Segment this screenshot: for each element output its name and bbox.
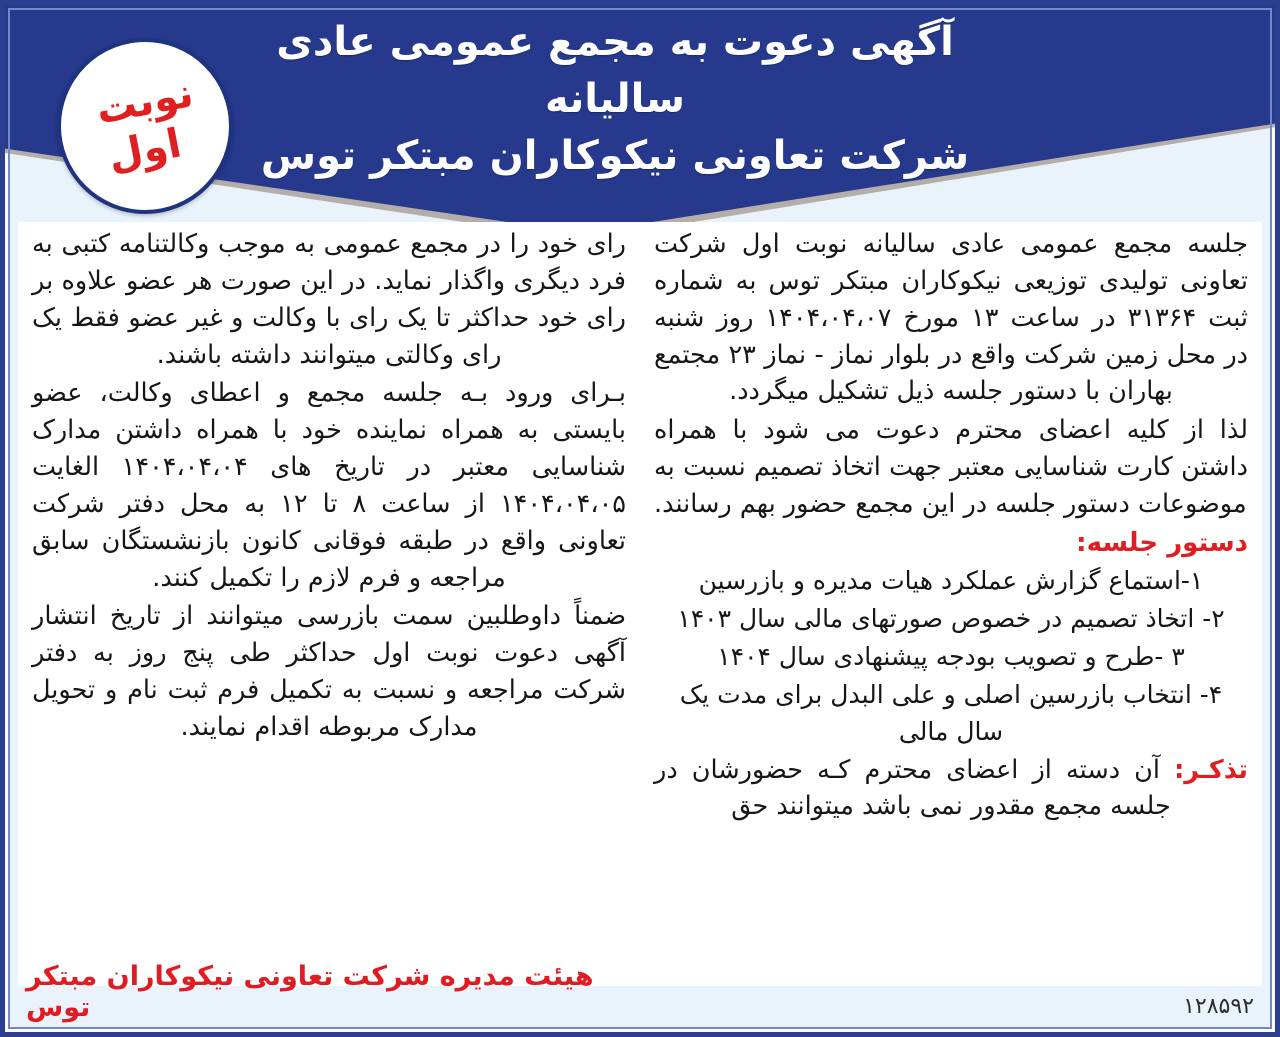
agenda-item: ۳ -طرح و تصویب بودجه پیشنهادی سال ۱۴۰۴ <box>717 641 1185 671</box>
agenda-item: ۲- اتخاذ تصمیم در خصوص صورتهای مالی سال ۱۴۰۳ <box>677 603 1225 633</box>
round-badge <box>57 38 233 214</box>
agenda-heading: دستور جلسه: <box>1076 527 1248 558</box>
invitation-paragraph: لذا از کلیه اعضای محترم دعوت می شود با همراه داشتن کارت شناسایی معتبر جهت اتخاذ تصمیم نسبت به موضوعات دستور جلسه در این مجمع حضور بهم رسانند. <box>654 415 1248 519</box>
agenda-list <box>654 562 1248 750</box>
inspector-candidates-paragraph: ضمناً داوطلبین سمت بازرسی میتوانند از تاریخ انتشار آگهی دعوت نوبت اول حداکثر طی پنج روز به دفتر شرکت مراجعه و نسبت به تکمیل فرم ثبت نام و تحویل مدارک مربوطه اقدام نمایند. <box>32 601 626 742</box>
agenda-item: ۴- انتخاب بازرسین اصلی و علی البدل برای مدت یک سال مالی <box>679 679 1223 746</box>
board-signature: هیئت مدیره شرکت تعاونی نیکوکاران مبتکر توس <box>26 961 594 1023</box>
meeting-details-paragraph: جلسه مجمع عمومی عادی سالیانه نوبت اول شرکت تعاونی تولیدی توزیعی نیکوکاران مبتکر توس به شماره ثبت ۳۱۳۶۴ در ساعت ۱۳ مورخ ۱۴۰۴،۰۴،۰۷ روز شنبه در محل زمین شرکت واقع در بلوار نماز - نماز ۲۳ مجتمع بهاران با دستور جلسه ذیل تشکیل میگردد. <box>654 229 1249 407</box>
agenda-item: ۱-استماع گزارش عملکرد هیات مدیره و بازرسین <box>698 565 1204 595</box>
page-title-line-2: شرکت تعاونی نیکوکاران مبتکر توس <box>260 132 970 179</box>
notice-label: تذکـر: <box>1174 754 1249 785</box>
page-title <box>200 14 1030 184</box>
round-badge-line-1: نوبت <box>92 70 198 134</box>
right-column <box>640 222 1262 986</box>
notice-text: آن دسته از اعضای محترم کـه حضورشان در جلسه مجمع مقدور نمی باشد میتوانند حق <box>654 754 1171 822</box>
round-badge-line-2: اول <box>104 120 186 180</box>
content-area <box>18 222 1262 986</box>
page-title-line-1: آگهی دعوت به مجمع عمومی عادی سالیانه <box>276 19 954 122</box>
reference-number: ۱۲۸۵۹۲ <box>1183 994 1254 1019</box>
entry-and-proxy-paragraph: بـرای ورود بـه جلسه مجمع و اعطای وکالت، عضو بایستی به همراه نماینده خود با همراه داشتن مدارک شناسایی معتبر در تاریخ های ۱۴۰۴،۰۴،۰۴ الغایت ۱۴۰۴،۰۴،۰۵ از ساعت ۸ تا ۱۲ به محل دفتر شرکت تعاونی واقع در طبقه فوقانی کانون بازنشستگان سابق مراجعه و فرم لازم را تکمیل کنند. <box>32 378 627 593</box>
left-column <box>18 222 640 986</box>
notice-paragraph <box>654 752 1248 826</box>
proxy-rules-paragraph: رای خود را در مجمع عمومی به موجب وکالتنامه کتبی به فرد دیگری واگذار نماید. در این صورت هر عضو علاوه بر رای خود حداکثر تا یک رای با وکالت و غیر عضو فقط یک رای وکالتی میتوانند داشته باشند. <box>32 229 626 370</box>
